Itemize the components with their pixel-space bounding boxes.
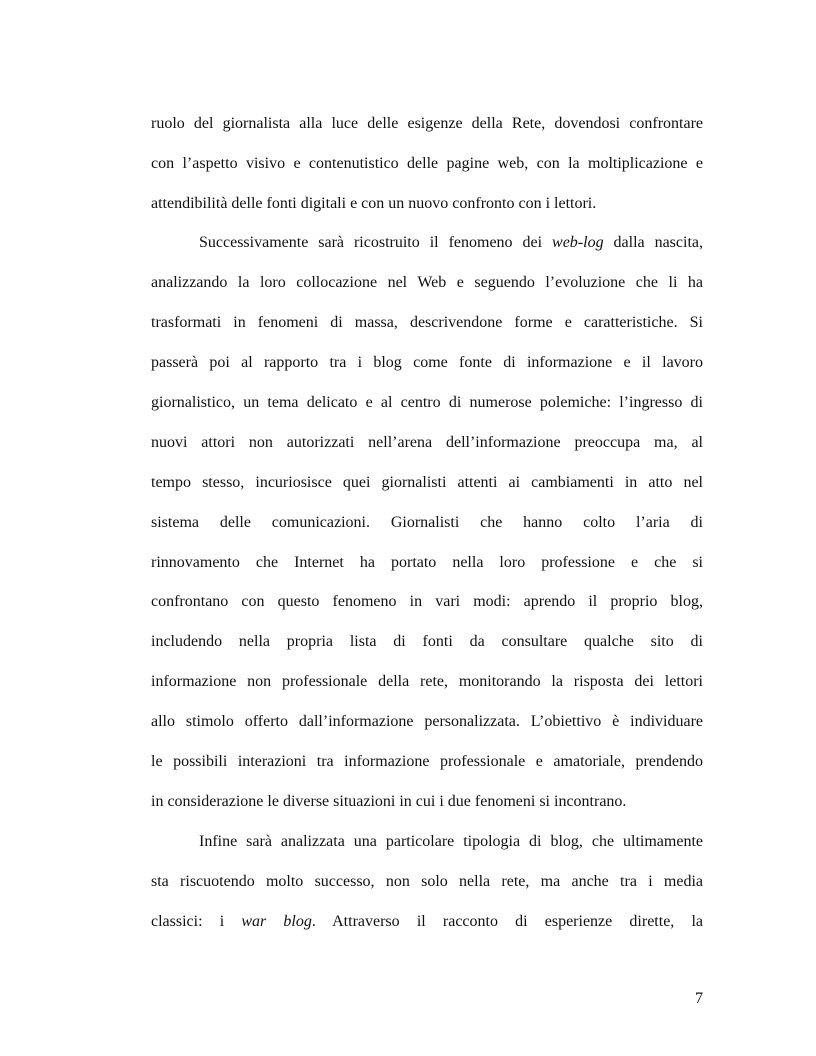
text-run: dalla nascita, bbox=[603, 234, 703, 251]
page-number: 7 bbox=[695, 990, 703, 1007]
text-line: con l’aspetto visivo e contenutistico delle pagine web, con la moltiplicazione e bbox=[151, 155, 703, 172]
paragraph-first-line bbox=[199, 233, 703, 253]
italic-term: web-log bbox=[552, 234, 604, 251]
text-run: Successivamente sarà ricostruito il fenomeno dei bbox=[199, 234, 553, 251]
paragraph-last-line bbox=[151, 912, 703, 932]
text-line: allo stimolo offerto dall’informazione personalizzata. L’obiettivo è individuare bbox=[151, 713, 703, 730]
text-line: confrontano con questo fenomeno in vari modi: aprendo il proprio blog, bbox=[151, 593, 703, 610]
text-line: giornalistico, un tema delicato e al centro di numerose polemiche: l’ingresso di bbox=[151, 394, 703, 411]
text-line: sta riscuotendo molto successo, non solo nella rete, ma anche tra i media bbox=[151, 873, 703, 890]
text-run: . Attraverso il racconto di esperienze dirette, la bbox=[311, 913, 703, 930]
text-line: attendibilità delle fonti digitali e con un nuovo confronto con i lettori. bbox=[151, 195, 597, 212]
text-line: trasformati in fenomeni di massa, descrivendone forme e caratteristiche. Si bbox=[151, 314, 703, 331]
italic-term: war blog bbox=[241, 913, 312, 930]
text-line: informazione non professionale della rete, monitorando la risposta dei lettori bbox=[151, 673, 703, 690]
text-line: le possibili interazioni tra informazione professionale e amatoriale, prendendo bbox=[151, 753, 703, 770]
text-line: includendo nella propria lista di fonti da consultare qualche sito di bbox=[151, 633, 703, 650]
text-line: nuovi attori non autorizzati nell’arena dell’informazione preoccupa ma, al bbox=[151, 434, 703, 451]
text-line: passerà poi al rapporto tra i blog come fonte di informazione e il lavoro bbox=[151, 354, 703, 371]
text-line: tempo stesso, incuriosisce quei giornalisti attenti ai cambiamenti in atto nel bbox=[151, 474, 703, 491]
text-line: analizzando la loro collocazione nel Web e seguendo l’evoluzione che li ha bbox=[151, 274, 703, 291]
text-run: classici: i bbox=[151, 913, 242, 930]
text-line: in considerazione le diverse situazioni in cui i due fenomeni si incontrano. bbox=[151, 793, 627, 810]
text-line: Infine sarà analizzata una particolare tipologia di blog, che ultimamente bbox=[199, 833, 703, 850]
text-line: rinnovamento che Internet ha portato nella loro professione e che si bbox=[151, 554, 703, 571]
text-line: sistema delle comunicazioni. Giornalisti che hanno colto l’aria di bbox=[151, 514, 703, 531]
text-line: ruolo del giornalista alla luce delle esigenze della Rete, dovendosi confrontare bbox=[151, 115, 703, 132]
